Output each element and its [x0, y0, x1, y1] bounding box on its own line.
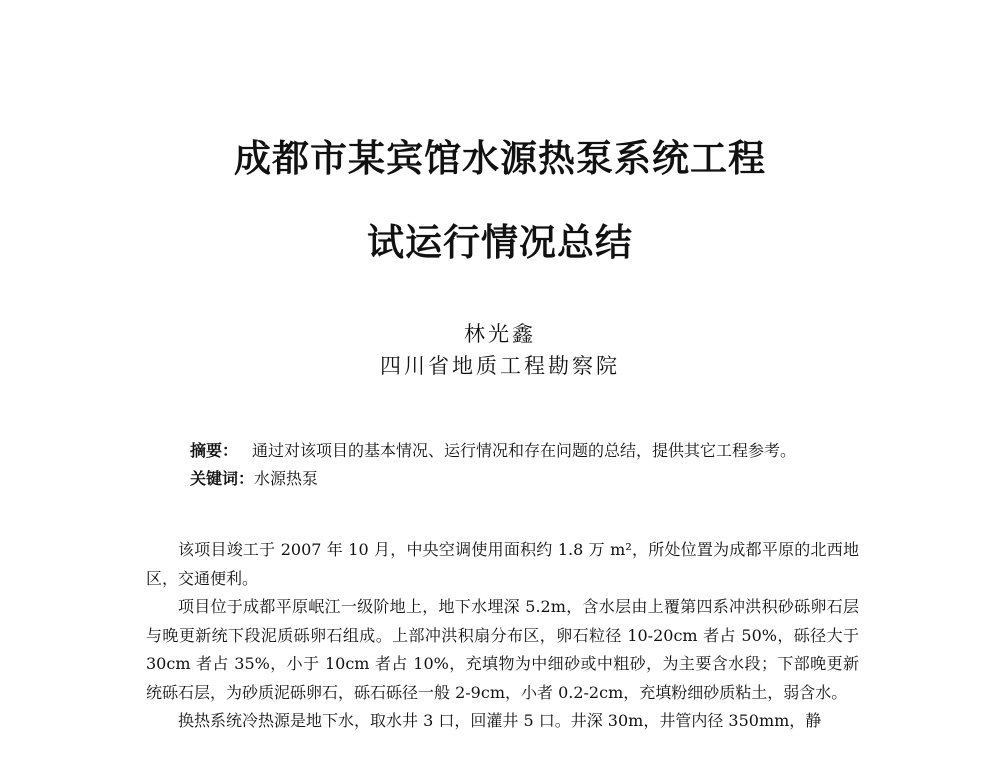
- keywords-text: 水源热泵: [254, 469, 319, 488]
- title-line-1: 成都市某宾馆水源热泵系统工程: [234, 137, 766, 180]
- author-affiliation: 四川省地质工程勘察院: [380, 354, 620, 378]
- body-text: [146, 536, 859, 736]
- body-paragraph: 该项目竣工于 2007 年 10 月，中央空调使用面积约 1.8 万 m²，所处位置为成都平原的北西地区，交通便利。: [146, 540, 859, 588]
- author-name: 林光鑫: [464, 322, 536, 346]
- abstract: [190, 438, 796, 461]
- keywords-label: 关键词：: [190, 469, 255, 488]
- body-paragraph: 项目位于成都平原岷江一级阶地上，地下水埋深 5.2m，含水层由上覆第四系冲洪积砂砾卵石层与晚更新统下段泥质砾卵石组成。上部冲洪积扇分布区，卵石粒径 10-20cm 者占 50%，砾径大于 30cm 者占 35%，小于 10cm 者占 10%，充填物为中细砂或中粗砂，为主要含水段；下部晚更新统砾石层，为砂质泥砾卵石，砾石砾径一般 2-9cm，小者 0.2-2cm，充填粉细砂质粘土，弱含水。: [146, 597, 859, 702]
- abstract-text: 通过对该项目的基本情况、运行情况和存在问题的总结，提供其它工程参考。: [252, 441, 797, 460]
- body-paragraph: 换热系统冷热源是地下水，取水井 3 口，回灌井 5 口。井深 30m，井管内径 350mm，静: [178, 711, 822, 730]
- keywords: [190, 466, 318, 489]
- abstract-label: 摘要：: [190, 441, 239, 460]
- title-line-2: 试运行情况总结: [367, 221, 633, 264]
